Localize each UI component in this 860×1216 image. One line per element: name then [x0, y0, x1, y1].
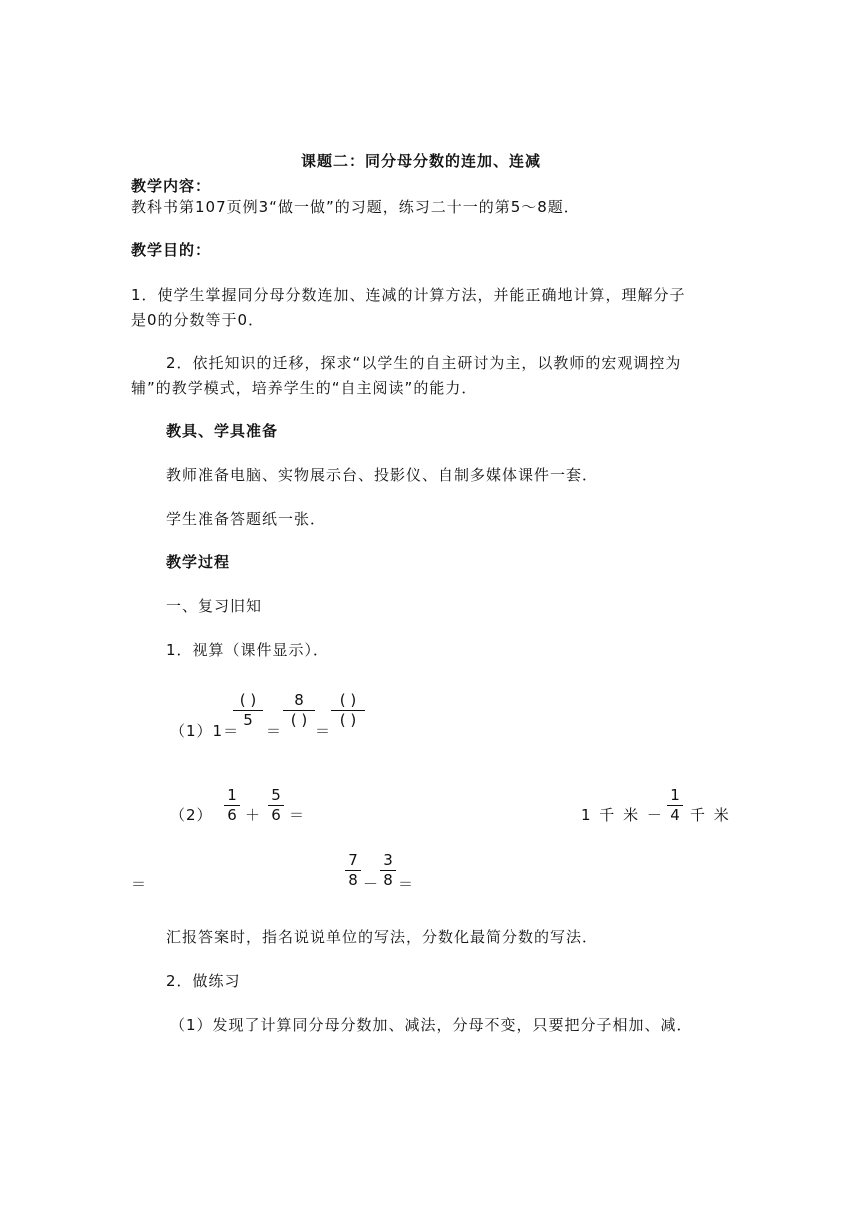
ex2-a-denominator: 6 [227, 806, 237, 824]
ex1-label: （1）1＝ [170, 722, 240, 740]
goal-1-line1: 1．使学生掌握同分母分数连加、连减的计算方法，并能正确地计算，理解分子 [131, 286, 686, 304]
ex2-minus: － [363, 875, 380, 893]
ex2-e-denominator: 8 [383, 871, 393, 889]
ex1-equals-1: ＝ [266, 722, 283, 740]
ex2-equals: ＝ [289, 806, 306, 824]
ex1-f2-numerator: 8 [294, 691, 304, 709]
ex1-f1-denominator: 5 [243, 711, 253, 729]
ex1-f1-numerator: ( ) [239, 691, 257, 709]
ex2-d-numerator: 7 [348, 851, 358, 869]
practice-1: （1）发现了计算同分母分数加、减法，分母不变，只要把分子相加、减． [170, 1016, 693, 1034]
item-1: 1．视算（课件显示）． [166, 641, 330, 659]
ex2-plus: ＋ [245, 806, 262, 824]
ex2-equals-end: ＝ [398, 875, 415, 893]
ex2-equals-wrap: ＝ [131, 875, 148, 893]
section-1-heading: 一、复习旧知 [166, 597, 263, 615]
goal-2-line1: 2．依托知识的迁移，探求“以学生的自主研讨为主，以教师的宏观调控为 [166, 354, 682, 372]
ex2-a-numerator: 1 [227, 786, 237, 804]
goal-2-line2: 辅”的教学模式，培养学生的“自主阅读”的能力． [131, 379, 478, 397]
ex1-f2-denominator: ( ) [290, 711, 308, 729]
ex1-fraction-1 [233, 692, 263, 729]
ex2-km-expression: 1 千 米 － [581, 806, 664, 824]
ex2-km-unit: 千 米 [690, 806, 731, 824]
ex2-c-denominator: 4 [670, 806, 680, 824]
ex2-fraction-d [345, 852, 361, 889]
ex1-f3-numerator: ( ) [339, 691, 357, 709]
ex2-d-denominator: 8 [348, 871, 358, 889]
page-title: 课题二：同分母分数的连加、连减 [301, 152, 542, 170]
ex2-c-numerator: 1 [670, 786, 680, 804]
goal-heading: 教学目的： [131, 241, 212, 259]
ex2-fraction-e [380, 852, 396, 889]
ex2-b-denominator: 6 [271, 806, 281, 824]
ex2-b-numerator: 5 [271, 786, 281, 804]
ex2-label: （2） [170, 806, 213, 824]
goal-1-line2: 是0的分数等于0． [131, 311, 265, 329]
ex2-fraction-b [268, 787, 284, 824]
ex2-fraction-a [224, 787, 240, 824]
content-heading: 教学内容： [131, 177, 212, 195]
process-heading: 教学过程 [166, 553, 231, 571]
ex1-fraction-3 [331, 692, 365, 729]
ex1-f3-denominator: ( ) [339, 711, 357, 729]
report-text: 汇报答案时，指名说说单位的写法，分数化最简分数的写法． [166, 928, 599, 946]
tools-heading: 教具、学具准备 [166, 422, 279, 440]
ex2-e-numerator: 3 [383, 851, 393, 869]
tools-teacher: 教师准备电脑、实物展示台、投影仪、自制多媒体课件一套． [166, 466, 599, 484]
item-2: 2．做练习 [166, 972, 241, 990]
ex1-fraction-2 [283, 692, 315, 729]
ex2-fraction-c [667, 787, 683, 824]
ex1-equals-2: ＝ [315, 722, 332, 740]
content-text: 教科书第107页例3“做一做”的习题，练习二十一的第5～8题． [131, 198, 580, 216]
tools-student: 学生准备答题纸一张． [166, 510, 327, 528]
